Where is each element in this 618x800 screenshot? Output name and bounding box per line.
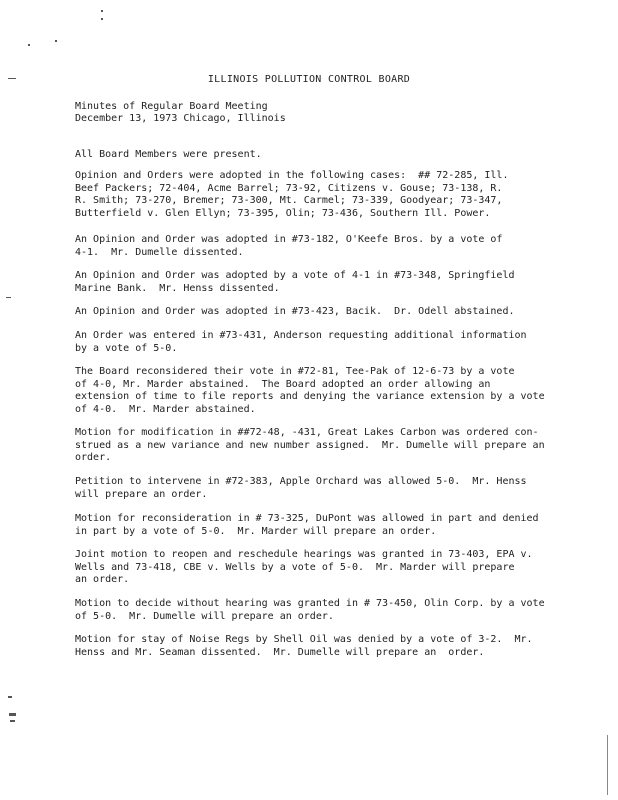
scan-speck	[8, 696, 12, 698]
scan-speck	[10, 720, 15, 722]
document-title: ILLINOIS POLLUTION CONTROL BOARD	[207, 74, 411, 85]
minutes-paragraph: Joint motion to reopen and reschedule hearings was granted in 73-403, EPA v. Wells and 73-418, CBE v. Wells by a vote of 5-0. Mr. Marder will prepare an order.	[75, 549, 533, 585]
minutes-paragraph: Motion for stay of Noise Regs by Shell Oil was denied by a vote of 3-2. Mr. Henss and Mr. Seaman dissented. Mr. Dumelle will prepare an order.	[75, 634, 533, 658]
scan-speck	[6, 297, 11, 298]
minutes-paragraph: Motion for reconsideration in # 73-325, DuPont was allowed in part and denied in part by a vote of 5-0. Mr. Marder will prepare an order.	[75, 513, 539, 537]
minutes-paragraph: An Opinion and Order was adopted in #73-423, Bacik. Dr. Odell abstained.	[75, 306, 515, 317]
scan-speck	[101, 18, 103, 20]
minutes-paragraph: An Opinion and Order was adopted in #73-182, O'Keefe Bros. by a vote of 4-1. Mr. Dumelle dissented.	[75, 234, 503, 258]
minutes-paragraph: Petition to intervene in #72-383, Apple Orchard was allowed 5-0. Mr. Henss will prepare an order.	[75, 476, 527, 500]
minutes-paragraph: An Order was entered in #73-431, Anderson requesting additional information by a vote of 5-0.	[75, 330, 527, 354]
scan-speck	[28, 44, 30, 46]
minutes-paragraph: Motion for modification in ##72-48, -431, Great Lakes Carbon was ordered con- strued as a new variance and new number assigned. Mr. Dumelle will prepare an order.	[75, 427, 545, 463]
scan-speck	[9, 713, 16, 716]
minutes-paragraph: The Board reconsidered their vote in #72-81, Tee-Pak of 12-6-73 by a vote of 4-0, Mr. Marder abstained. The Board adopted an order allowing an extension of time to file reports and denying the variance extension by a vote of 4-0. Mr. Marder abstained.	[75, 366, 545, 415]
scan-speck	[101, 10, 103, 12]
scan-speck	[55, 40, 57, 42]
minutes-paragraph: Motion to decide without hearing was granted in # 73-450, Olin Corp. by a vote of 5-0. Mr. Dumelle will prepare an order.	[75, 598, 545, 622]
minutes-paragraph: All Board Members were present.	[75, 149, 262, 160]
meeting-date-location: December 13, 1973 Chicago, Illinois	[75, 113, 286, 124]
minutes-paragraph: Opinion and Orders were adopted in the following cases: ## 72-285, Ill. Beef Packers; 72-404, Acme Barrel; 73-92, Citizens v. Gouse; 73-138, R. R. Smith; 73-270, Bremer; 73-300, Mt. Carmel; 73-339, Goodyear; 73-347, Butterfield v. Glen Ellyn; 73-395, Olin; 73-436, Southern Ill. Power.	[75, 170, 509, 219]
scan-edge-line	[607, 735, 608, 795]
meeting-heading: Minutes of Regular Board Meeting	[75, 101, 268, 112]
minutes-paragraph: An Opinion and Order was adopted by a vote of 4-1 in #73-348, Springfield Marine Bank. Mr. Henss dissented.	[75, 270, 515, 294]
